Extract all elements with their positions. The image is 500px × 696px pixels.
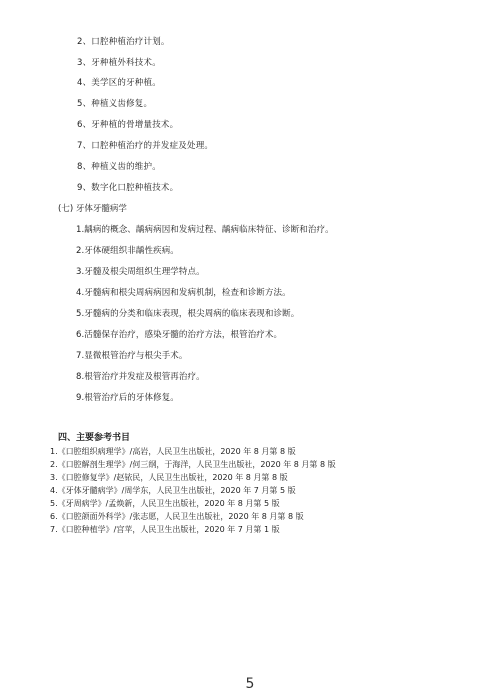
list-item: 7、口腔种植治疗的并发症及处理。	[77, 141, 214, 151]
reference-item: 2.《口腔解剖生理学》/何三纲，于海洋，人民卫生出版社，2020 年 8 月第 8 版	[50, 460, 336, 469]
list-item: 8.根管治疗并发症及根管再治疗。	[76, 372, 205, 382]
reference-item: 5.《牙周病学》/孟焕新，人民卫生出版社，2020 年 8 月第 5 版	[50, 499, 280, 508]
list-item: 9.根管治疗后的牙体修复。	[76, 393, 179, 403]
reference-item: 1.《口腔组织病理学》/高岩，人民卫生出版社，2020 年 8 月第 8 版	[50, 447, 296, 456]
list-item: 6.活髓保存治疗，感染牙髓的治疗方法，根管治疗术。	[76, 330, 283, 340]
reference-item: 3.《口腔修复学》/赵铱民，人民卫生出版社，2020 年 8 月第 8 版	[50, 473, 288, 482]
list-item: 9、数字化口腔种植技术。	[77, 183, 179, 193]
list-item: 2.牙体硬组织非龋性疾病。	[76, 246, 179, 256]
list-item: 3.牙髓及根尖周组织生理学特点。	[76, 267, 205, 277]
list-item: 3、牙种植外科技术。	[77, 58, 161, 68]
list-item: 5.牙髓病的分类和临床表现，根尖周病的临床表现和诊断。	[76, 309, 300, 319]
list-item: 7.显微根管治疗与根尖手术。	[76, 351, 188, 361]
list-item: 1.龋病的概念、龋病病因和发病过程、龋病临床特征、诊断和治疗。	[76, 225, 334, 235]
list-item: 4.牙髓病和根尖周病病因和发病机制，检查和诊断方法。	[76, 288, 291, 298]
list-item: 4、美学区的牙种植。	[77, 78, 161, 88]
references-heading: 四、主要参考书目	[58, 433, 131, 443]
reference-item: 7.《口腔种植学》/宫苹，人民卫生出版社，2020 年 7 月第 1 版	[50, 525, 280, 534]
reference-item: 4.《牙体牙髓病学》/周学东，人民卫生出版社，2020 年 7 月第 5 版	[50, 486, 296, 495]
list-item: 6、牙种植的骨增量技术。	[77, 120, 179, 130]
list-item: 5、种植义齿修复。	[77, 99, 153, 109]
list-item: 2、口腔种植治疗计划。	[77, 37, 170, 47]
page-number: 5	[245, 676, 255, 692]
list-item: 8、种植义齿的维护。	[77, 162, 161, 172]
reference-item: 6.《口腔颌面外科学》/张志愿，人民卫生出版社，2020 年 8 月第 8 版	[50, 512, 304, 521]
section-heading: (七) 牙体牙髓病学	[58, 204, 127, 214]
